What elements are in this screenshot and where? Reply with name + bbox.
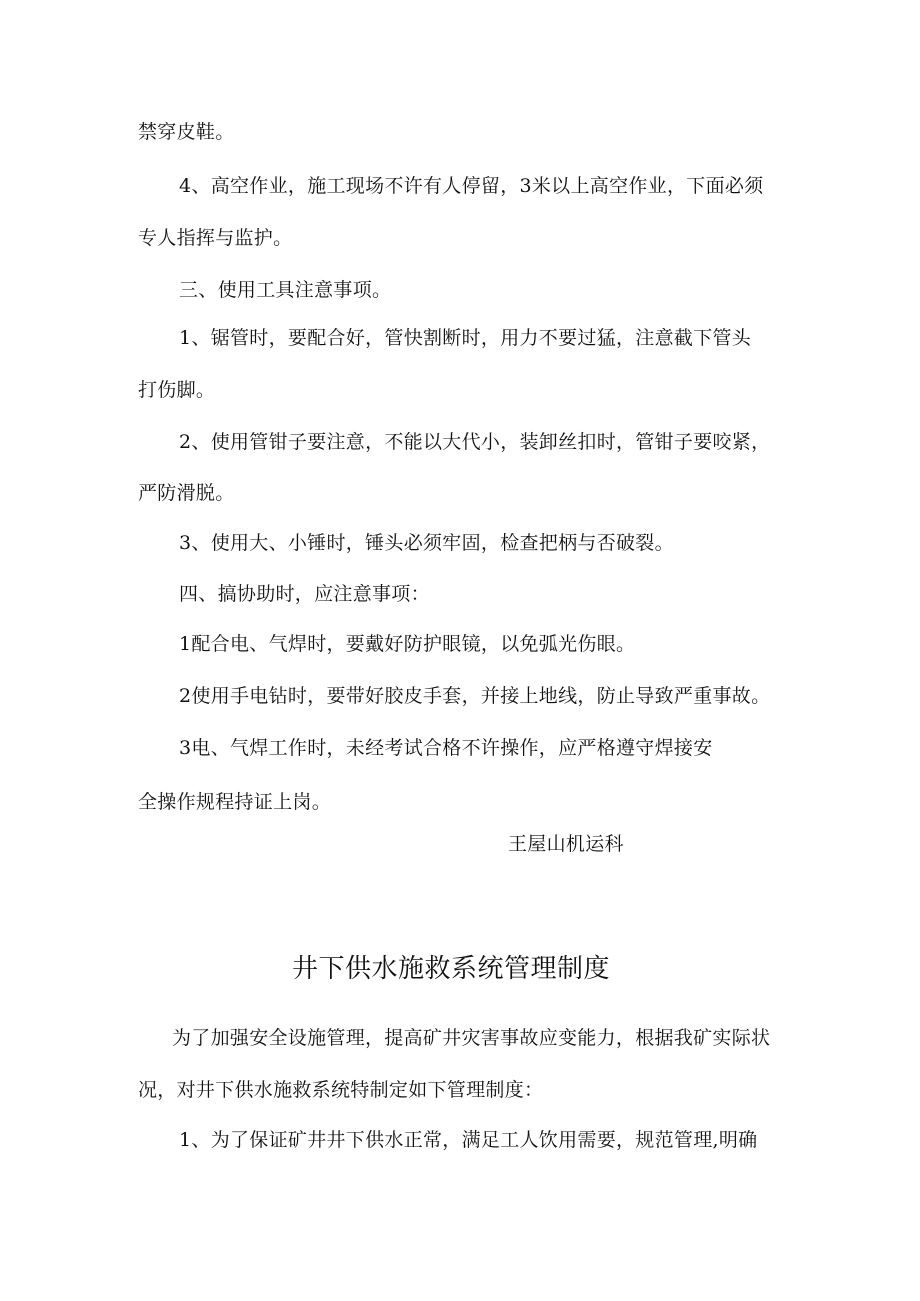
signature: 王屋山机运科 bbox=[508, 833, 624, 855]
text-line: 2使用手电钻时，要带好胶皮手套，并接上地线，防止导致严重事故。 bbox=[179, 685, 771, 707]
text-line: 全操作规程持证上岗。 bbox=[138, 791, 332, 813]
text-line: 严防滑脱。 bbox=[138, 482, 235, 504]
text-line: 1、锯管时，要配合好，管快割断时，用力不要过猛，注意截下管头 bbox=[179, 327, 752, 349]
text-line: 打伤脚。 bbox=[138, 379, 216, 401]
section-title: 井下供水施救系统管理制度 bbox=[292, 954, 611, 984]
text-line: 4、高空作业，施工现场不许有人停留，3米以上高空作业，下面必须 bbox=[179, 175, 764, 197]
text-line: 三、使用工具注意事项。 bbox=[179, 279, 392, 301]
text-line: 禁穿皮鞋。 bbox=[138, 121, 235, 143]
text-line: 况，对井下供水施救系统特制定如下管理制度： bbox=[138, 1079, 544, 1101]
text-line: 2、使用管钳子要注意，不能以大代小，装卸丝扣时，管钳子要咬紧， bbox=[179, 431, 771, 453]
text-line: 1配合电、气焊时，要戴好防护眼镜，以免弧光伤眼。 bbox=[179, 633, 636, 655]
text-line: 3、使用大、小锤时，锤头必须牢固，检查把柄与否破裂。 bbox=[179, 532, 674, 554]
text-line: 四、搞协助时，应注意事项： bbox=[179, 583, 430, 605]
text-line: 为了加强安全设施管理，提高矿井灾害事故应变能力，根据我矿实际状 bbox=[172, 1027, 771, 1049]
text-line: 专人指挥与监护。 bbox=[138, 227, 293, 249]
text-line: 3电、气焊工作时，未经考试合格不许操作，应严格遵守焊接安 bbox=[179, 737, 713, 759]
text-line: 1、为了保证矿井井下供水正常，满足工人饮用需要，规范管理,明确 bbox=[179, 1129, 758, 1151]
